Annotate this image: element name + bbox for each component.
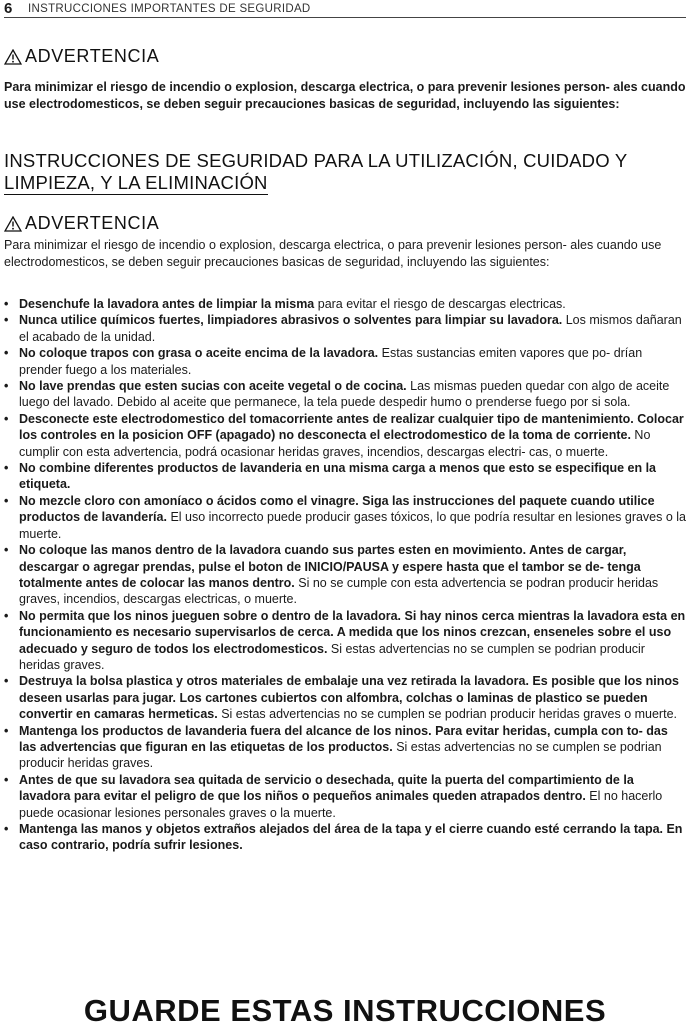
warning-text-1: Para minimizar el riesgo de incendio o explosion, descarga electrica, o para prevenir lesiones person- ales cuando use electrodomesticos, se deben seguir precauciones basicas de seguridad, incluyendo las siguientes: bbox=[4, 80, 686, 111]
list-item: • No combine diferentes productos de lavanderia en una misma carga a menos que esto se especifique en la etiqueta. bbox=[4, 461, 657, 492]
footer-title: GUARDE ESTAS INSTRUCCIONES bbox=[83, 993, 607, 1028]
safety-instructions-list bbox=[4, 296, 686, 854]
bullet-icon: • bbox=[4, 723, 9, 738]
list-item: • No coloque las manos dentro de la lavadora cuando sus partes esten en movimiento. Antes de cargar, descargar o agregar prendas, pulse el boton de INICIO/PAUSA y espere hasta que el tambor se de- tenga totalmente antes de colocar las manos dentro. Si no se cumple con esta advertencia se podran producir heridas graves, incendios, descargas electricas, o muerte. bbox=[4, 543, 659, 607]
bullet-icon: • bbox=[4, 822, 9, 836]
list-item: • Mantenga los productos de lavanderia fuera del alcance de los ninos. Para evitar heridas, cumpla con to- das las advertencias que figuran en las etiquetas de los productos. Si estas advertencias no se cumplen se podrian producir heridas graves. bbox=[4, 723, 668, 771]
page-number: 6 bbox=[4, 0, 13, 17]
warning-text-2: Para minimizar el riesgo de incendio o explosion, descarga electrica, o para prevenir lesiones person- ales cuando use electrodomesticos, se deben seguir precauciones basicas de seguridad, incluyendo las siguientes: bbox=[4, 238, 662, 269]
bullet-icon: • bbox=[4, 674, 9, 689]
list-item: • No coloque trapos con grasa o aceite encima de la lavadora. Estas sustancias emiten vapores que po- drían prender fuego a los materiales. bbox=[4, 346, 643, 377]
section-title-line-2: LIMPIEZA, Y LA ELIMINACIÓN bbox=[4, 172, 268, 193]
bullet-icon: • bbox=[4, 493, 9, 508]
bullet-icon: • bbox=[4, 608, 9, 623]
warning-triangle-icon bbox=[4, 216, 22, 232]
bullet-icon: • bbox=[4, 543, 9, 558]
list-item: • No permita que los ninos jueguen sobre o dentro de la lavadora. Si hay ninos cerca mientras la lavadora esta en funcionamiento es necesario supervisarlos de cerca. A medida que los ninos crezcan, enseneles sobre el uso adecuado y seguro de todos los electrodomesticos. Si estas advertencias no se cumplen se podrian producir heridas graves. bbox=[4, 608, 686, 672]
bullet-icon: • bbox=[4, 297, 9, 311]
list-item: • Desenchufe la lavadora antes de limpiar la misma para evitar el riesgo de descargas electricas. bbox=[4, 297, 566, 311]
bullet-icon: • bbox=[4, 772, 9, 787]
warning-heading-2 bbox=[4, 213, 159, 234]
list-item: • Nunca utilice químicos fuertes, limpiadores abrasivos o solventes para limpiar su lavadora. Los mismos dañaran el acabado de la unidad. bbox=[4, 313, 682, 344]
list-item: • Mantenga las manos y objetos extraños alejados del área de la tapa y el cierre cuando esté cerrando la tapa. En caso contrario, podría sufrir lesiones. bbox=[4, 822, 683, 853]
bullet-icon: • bbox=[4, 379, 9, 394]
page-header bbox=[4, 0, 686, 18]
list-item: • No lave prendas que esten sucias con aceite vegetal o de cocina. Las mismas pueden quedar con algo de aceite luego del lavado. Debido al aceite que permanece, la tela puede despedir humo o prenderse fuego por si sola. bbox=[4, 379, 670, 410]
warning-title: ADVERTENCIA bbox=[25, 213, 160, 233]
list-item: • Antes de que su lavadora sea quitada de servicio o desechada, quite la puerta del compartimiento de la lavadora para evitar el peligro de que los niños o pequeños animales queden atrapados dentro. El no hacerlo puede ocasionar lesiones personales graves o la muerte. bbox=[4, 772, 663, 820]
warning-title: ADVERTENCIA bbox=[25, 46, 160, 66]
warning-triangle-icon bbox=[4, 49, 22, 65]
section-title-line-1: INSTRUCCIONES DE SEGURIDAD PARA LA UTILIZACIÓN, CUIDADO Y bbox=[4, 150, 628, 171]
bullet-icon: • bbox=[4, 411, 9, 426]
warning-heading-1 bbox=[4, 46, 159, 67]
list-item: • Desconecte este electrodomestico del tomacorriente antes de realizar cualquier tipo de mantenimiento. Colocar los controles en la posicion OFF (apagado) no desconecta el electrodomestico de la toma de corriente. No cumplir con esta advertencia, podrá ocasionar heridas graves, incendios, descargas electri- cas, o muerte. bbox=[4, 411, 684, 459]
list-item: • Destruya la bolsa plastica y otros materiales de embalaje una vez retirada la lavadora. Es posible que los ninos deseen usarlas para jugar. Los cartones cubiertos con alfombra, colchas o laminas de plastico se pueden convertir en camaras hermeticas. Si estas advertencias no se cumplen se podrian producir heridas graves o muerte. bbox=[4, 674, 679, 722]
header-title: INSTRUCCIONES IMPORTANTES DE SEGURIDAD bbox=[28, 2, 311, 15]
section-title bbox=[4, 150, 686, 195]
bullet-icon: • bbox=[4, 313, 9, 328]
bullet-icon: • bbox=[4, 461, 9, 476]
list-item: • No mezcle cloro con amoníaco o ácidos como el vinagre. Siga las instrucciones del paquete cuando utilice productos de lavandería. El uso incorrecto puede producir gases tóxicos, lo que podría resultar en lesiones graves o la muerte. bbox=[4, 493, 687, 541]
bullet-icon: • bbox=[4, 346, 9, 361]
